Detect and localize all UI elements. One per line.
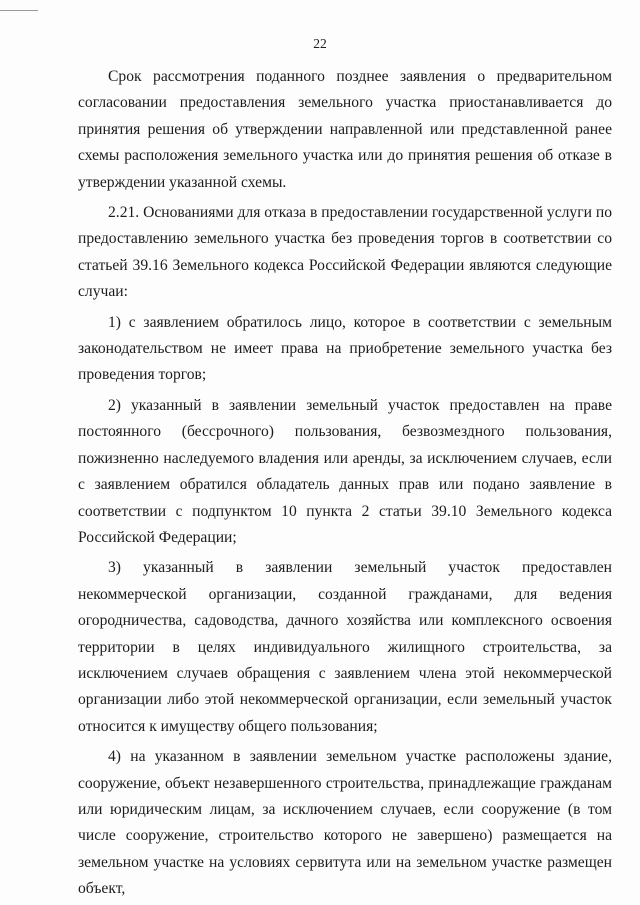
list-item-2: 2) указанный в заявлении земельный участок предоставлен на праве постоянного (бессрочного) пользования, безвозмездного пользования, пожизненно наследуемого владения или аренды, за исключением случаев, если с заявлением обратился обладатель данных прав или подано заявление в соответствии с подпунктом 10 пункта 2 статьи 39.10 Земельного кодекса Российской Федерации; bbox=[78, 396, 612, 546]
paragraph-review-period: Срок рассмотрения поданного позднее заявления о предварительном согласовании предоставления земельного участка приостанавливается до принятия решения об утверждении направленной или представленной ранее схемы расположения земельного участка или до принятия решения об отказе в утверждении указанной схемы. bbox=[78, 68, 612, 191]
list-item-1: 1) с заявлением обратилось лицо, которое в соответствии с земельным законодательством не имеет права на приобретение земельного участка без проведения торгов; bbox=[78, 313, 612, 384]
scan-edge-line bbox=[0, 10, 38, 11]
list-item-4: 4) на указанном в заявлении земельном участке расположены здание, сооружение, объект незавершенного строительства, принадлежащие гражданам или юридическим лицам, за исключением случаев, если сооружение (в том числе сооружение, строительство которого не завершено) размещается на земельном участке на условиях сервитута или на земельном участке размещен объект, bbox=[78, 748, 612, 898]
paragraph-2-21-refusal-grounds: 2.21. Основаниями для отказа в предоставлении государственной услуги по предоставлению земельного участка без проведения торгов в соответствии со статьей 39.16 Земельного кодекса Российской Федерации являются следующие случаи: bbox=[78, 204, 612, 301]
list-item-3: 3) указанный в заявлении земельный участок предоставлен некоммерческой организации, созданной гражданами, для ведения огородничества, садоводства, дачного хозяйства или комплексного освоения территории в целях индивидуального жилищного строительства, за исключением случаев обращения с заявлением члена этой некоммерческой организации либо этой некоммерческой организации, если земельный участок относится к имуществу общего пользования; bbox=[78, 559, 612, 735]
document-body bbox=[78, 64, 612, 903]
page-number: 22 bbox=[313, 36, 327, 51]
